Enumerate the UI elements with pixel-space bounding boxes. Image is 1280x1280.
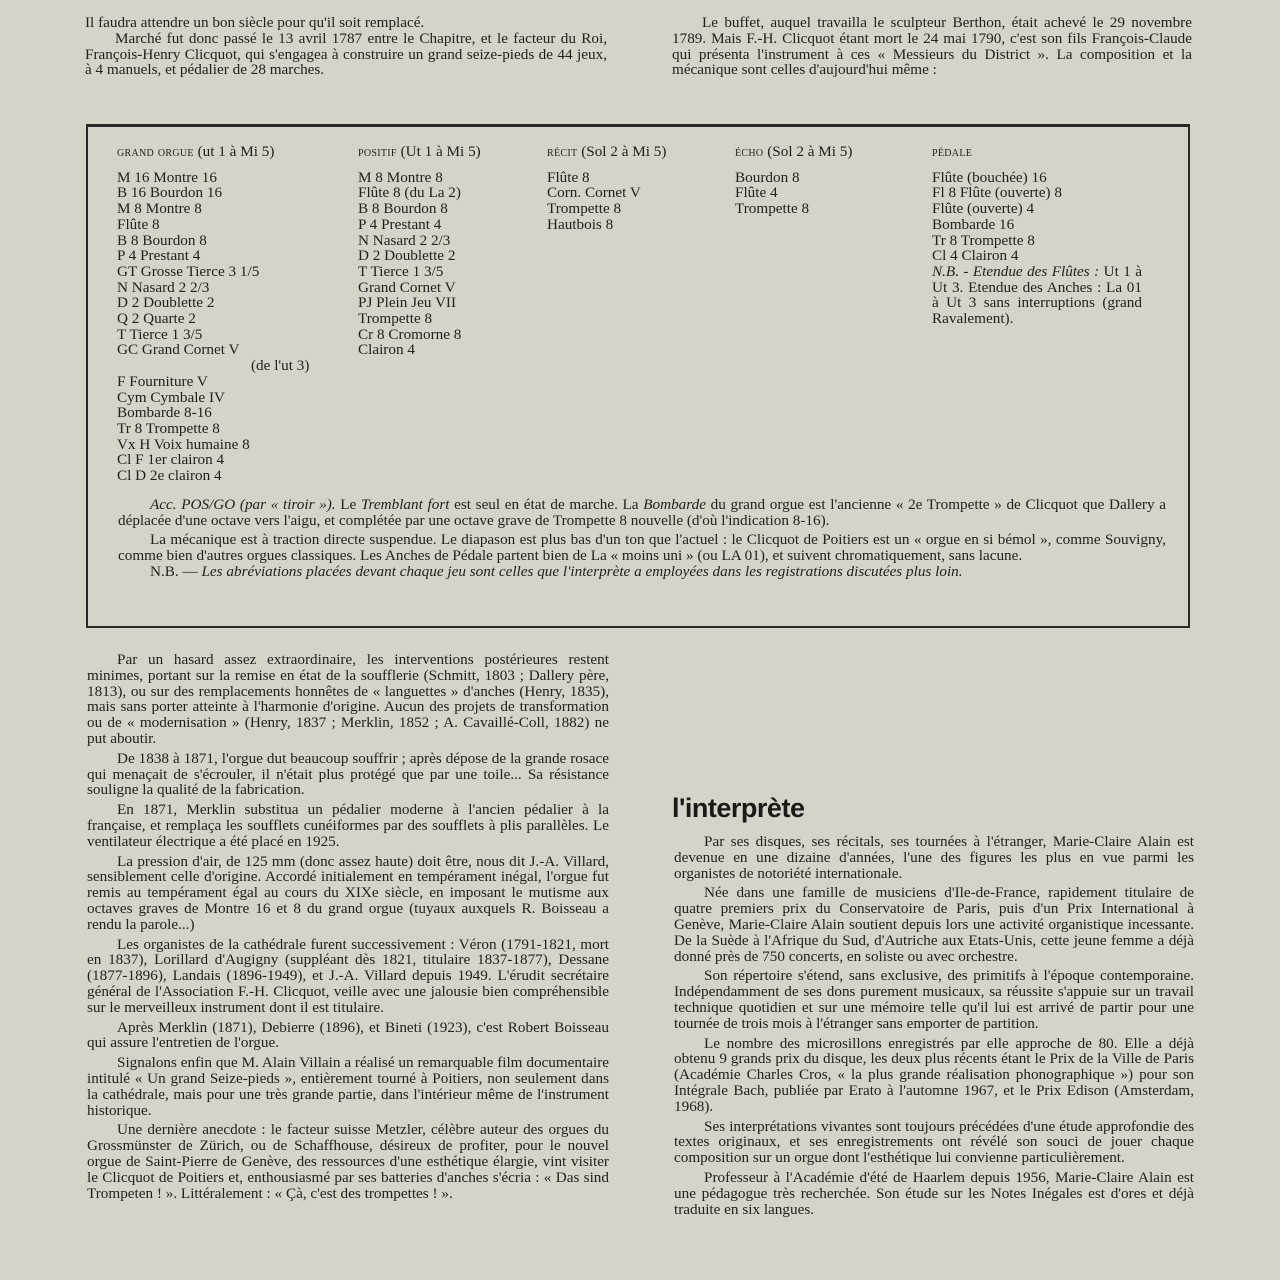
paragraph: Son répertoire s'étend, sans exclusive, des primitifs à l'époque contemporaine. Indépendamment de ses dons purement musicaux, sa réussite s'appuie sur un travail technique quotidien et sur une mémoire telle qu'il lui est arrivé de partir pour une tournée de trois mois à l'étranger sans emporter de partition. xyxy=(674,967,1194,1032)
paragraph: Par un hasard assez extraordinaire, les interventions postérieures restent minimes, portant sur la remise en état de la soufflerie (Schmitt, 1803 ; Dallery père, 1813), ou sur des remplacements honnêtes de « languettes » d'anches (Henry, 1835), mais sans porter atteinte à l'harmonie d'origine. Aucun des projets de transformation ou de « modernisation » (Henry, 1837 ; Merklin, 1852 ; A. Cavaillé-Coll, 1882) ne put aboutir. xyxy=(87,651,609,747)
stop: Bombarde 8-16 xyxy=(117,404,212,422)
stop: Fl 8 Flûte (ouverte) 8 xyxy=(932,184,1062,202)
stop: Cym Cymbale IV xyxy=(117,388,225,406)
stop: Clairon 4 xyxy=(358,341,415,359)
division-title: positif (Ut 1 à Mi 5) xyxy=(358,143,481,160)
stop: Tr 8 Trompette 8 xyxy=(117,419,220,437)
stop: M 8 Montre 8 xyxy=(117,200,202,218)
stop: Q 2 Quarte 2 xyxy=(117,310,196,328)
stop: Vx H Voix humaine 8 xyxy=(117,435,250,453)
division-title: récit (Sol 2 à Mi 5) xyxy=(547,143,667,160)
stop: Flûte 4 xyxy=(735,184,778,202)
stop-note: (de l'ut 3) xyxy=(251,357,310,375)
history-column xyxy=(87,652,609,1201)
stop: Hautbois 8 xyxy=(547,215,614,233)
organ-specification-box xyxy=(86,124,1190,628)
stop: Trompette 8 xyxy=(735,200,810,218)
paragraph: Par ses disques, ses récitals, ses tournées à l'étranger, Marie-Claire Alain est devenue en une dizaine d'années, l'une des figures les plus en vue parmi les organistes de notoriété internationale. xyxy=(674,833,1194,882)
paragraph: Le buffet, auquel travailla le sculpteur Berthon, était achevé le 29 novembre 1789. Mais F.-H. Clicquot étant mort le 24 mai 1790, c'est son fils François-Claude qui présenta l'instrument à ces « Messieurs du District ». La composition et la mécanique sont celles d'aujourd'hui même : xyxy=(672,14,1192,79)
stop: Cl 4 Clairon 4 xyxy=(932,247,1019,265)
stop: T Tierce 1 3/5 xyxy=(358,262,444,280)
stop: Trompette 8 xyxy=(358,310,433,328)
stop: B 8 Bourdon 8 xyxy=(358,200,448,218)
paragraph: De 1838 à 1871, l'orgue dut beaucoup souffrir ; après dépose de la grande rosace qui menaçait de s'écrouler, il n'était plus protégé que par une toile... Sa résistance souligne la qualité de la fabrication. xyxy=(87,749,609,799)
intro-column-right xyxy=(672,15,1192,78)
stop: Grand Cornet V xyxy=(358,278,456,296)
stop: N Nasard 2 2/3 xyxy=(117,278,210,296)
stop: Cl F 1er clairon 4 xyxy=(117,451,225,469)
paragraph: Il faudra attendre un bon siècle pour qu'il soit remplacé. xyxy=(85,14,425,31)
division-pedale xyxy=(932,144,1142,327)
stop: P 4 Prestant 4 xyxy=(117,247,201,265)
interpreter-column xyxy=(674,834,1194,1217)
stop: Flûte 8 xyxy=(547,168,590,186)
paragraph: En 1871, Merklin substitua un pédalier moderne à l'ancien pédalier à la française, et remplaça les soufflets cunéiformes par des soufflets à plis parallèles. Le ventilateur électrique a été placé en 1925. xyxy=(87,801,609,850)
stop: Trompette 8 xyxy=(547,200,622,218)
stop: Flûte 8 xyxy=(117,215,160,233)
stop: Flûte 8 (du La 2) xyxy=(358,184,461,202)
stop: F Fourniture V xyxy=(117,372,208,390)
stop: GT Grosse Tierce 3 1/5 xyxy=(117,262,260,280)
stop: Cr 8 Cromorne 8 xyxy=(358,325,462,343)
division-recit xyxy=(547,144,666,233)
stop: Tr 8 Trompette 8 xyxy=(932,231,1035,249)
division-title: écho (Sol 2 à Mi 5) xyxy=(735,143,853,160)
stop: Cl D 2e clairon 4 xyxy=(117,467,222,485)
stop: Bourdon 8 xyxy=(735,168,800,186)
paragraph: Une dernière anecdote : le facteur suisse Metzler, célèbre auteur des orgues du Grossmünster de Zürich, ou de Schaffhouse, désireux de profiter, pour le nouvel orgue de Saint-Pierre de Genève, des ressources d'une esthétique élargie, vint visiter le Clicquot de Poitiers et, enthousiasmé par ses batteries d'anches s'écria : « Das sind Trompeten ! ». Littéralement : « Çà, c'est des trompettes ! ». xyxy=(87,1121,609,1202)
paragraph: La pression d'air, de 125 mm (donc assez haute) doit être, nous dit J.-A. Villard, sensiblement celle d'origine. Accordé initialement en tempérament inégal, l'orgue fut remis au tempérament égal au cours du XIXe siècle, en imposant le mutisme aux octaves graves de Montre 16 et 8 du grand orgue (tuyaux auxquels R. Boisseau a rendu la parole...) xyxy=(87,852,609,933)
stop: B 16 Bourdon 16 xyxy=(117,184,223,202)
paragraph: Signalons enfin que M. Alain Villain a réalisé un remarquable film documentaire intitulé « Un grand Seize-pieds », entièrement tourné à Poitiers, non seulement dans la cathédrale, mais pour une très grande partie, dans l'intérieur même de l'instrument historique. xyxy=(87,1054,609,1119)
stop: GC Grand Cornet V xyxy=(117,341,240,359)
note-mecanique: La mécanique est à traction directe suspendue. Le diapason est plus bas d'un ton que l'actuel : le Clicquot de Poitiers est un « orgue en si bémol », comme Souvigny, comme bien d'autres orgues classiques. Les Anches de Pédale partent bien de La « moins uni » (ou LA 01), et suivent chromatiquement, sans lacune. xyxy=(118,531,1166,565)
stop: M 8 Montre 8 xyxy=(358,168,443,186)
stop: D 2 Doublette 2 xyxy=(358,247,456,265)
stop: PJ Plein Jeu VII xyxy=(358,294,457,312)
division-grand-orgue xyxy=(117,144,309,484)
stop: Bombarde 16 xyxy=(932,215,1015,233)
paragraph: Ses interprétations vivantes sont toujours précédées d'une étude approfondie des textes originaux, et ses enregistrements ont révélé son souci de jouer chaque composition sur un orgue dont l'esthétique lui convienne particulièrement. xyxy=(674,1117,1194,1167)
stop: T Tierce 1 3/5 xyxy=(117,325,203,343)
note-abbreviations: N.B. — Les abréviations placées devant chaque jeu sont celles que l'interprète a employées dans les registrations discutées plus loin. xyxy=(150,562,963,580)
paragraph: Née dans une famille de musiciens d'Ile-de-France, rapidement titulaire de quatre premiers prix du Conservatoire de Paris, puis d'un Prix International à Genève, Marie-Claire Alain soutient depuis lors une activité organistique incessante. De la Suède à l'Afrique du Sud, d'Autriche aux Etats-Unis, cette jeune femme a déjà donné près de 750 concerts, en soliste ou avec orchestre. xyxy=(674,884,1194,965)
stop: B 8 Bourdon 8 xyxy=(117,231,207,249)
division-title: pédale xyxy=(932,145,973,160)
stop: N Nasard 2 2/3 xyxy=(358,231,451,249)
specification-notes xyxy=(118,497,1166,580)
paragraph: Après Merklin (1871), Debierre (1896), et Bineti (1923), c'est Robert Boisseau qui assure l'entretien de l'orgue. xyxy=(87,1018,609,1052)
note-accouplement: Acc. POS/GO (par « tiroir »). Le Tremblant fort est seul en état de marche. La Bombarde du grand orgue est l'ancienne « 2e Trompette » de Clicquot que Dallery a déplacée d'une octave vers l'aigu, et complétée par une octave grave de Trompette 8 nouvelle (d'où l'indication 8-16). xyxy=(118,496,1166,529)
division-title: grand orgue (ut 1 à Mi 5) xyxy=(117,143,275,160)
pedale-note: N.B. - Etendue des Flûtes : Ut 1 à Ut 3. Etendue des Anches : La 01 à Ut 3 sans interruptions (grand Ravalement). xyxy=(932,262,1142,328)
division-echo xyxy=(735,144,852,217)
stop: M 16 Montre 16 xyxy=(117,168,217,186)
stop: Flûte (bouchée) 16 xyxy=(932,168,1047,186)
stop: P 4 Prestant 4 xyxy=(358,215,442,233)
intro-column-left xyxy=(85,15,607,78)
paragraph: Professeur à l'Académie d'été de Haarlem depuis 1956, Marie-Claire Alain est une pédagogue très recherchée. Son étude sur les Notes Inégales est d'ores et déjà traduite en six langues. xyxy=(674,1168,1194,1218)
stop: Flûte (ouverte) 4 xyxy=(932,200,1035,218)
paragraph: Le nombre des microsillons enregistrés par elle approche de 80. Elle a déjà obtenu 9 grands prix du disque, les deux plus récents étant le Prix de la Ville de Paris (Académie Charles Cros, « la plus grande réalisation phonographique ») pour son Intégrale Bach, publiée par Erato à l'automne 1967, et le Prix Edison (Amsterdam, 1968). xyxy=(674,1034,1194,1115)
division-positif xyxy=(358,144,481,358)
stop: D 2 Doublette 2 xyxy=(117,294,215,312)
paragraph: Les organistes de la cathédrale furent successivement : Véron (1791-1821, mort en 1837), Lorillard d'Augigny (suppléant dès 1821, titulaire 1837-1877), Dessane (1877-1896), Landais (1896-1949), et J.-A. Villard depuis 1949. L'érudit secrétaire général de l'Association F.-H. Clicquot, veille avec une jalousie bien compréhensible sur le merveilleux instrument dont il est titulaire. xyxy=(87,935,609,1016)
stop: Corn. Cornet V xyxy=(547,184,641,202)
section-heading: l'interprète xyxy=(672,793,805,823)
paragraph: Marché fut donc passé le 13 avril 1787 entre le Chapitre, et le facteur du Roi, François-Henry Clicquot, qui s'engagea à construire un grand seize-pieds de 44 jeux, à 4 manuels, et pédalier de 28 marches. xyxy=(85,29,607,79)
